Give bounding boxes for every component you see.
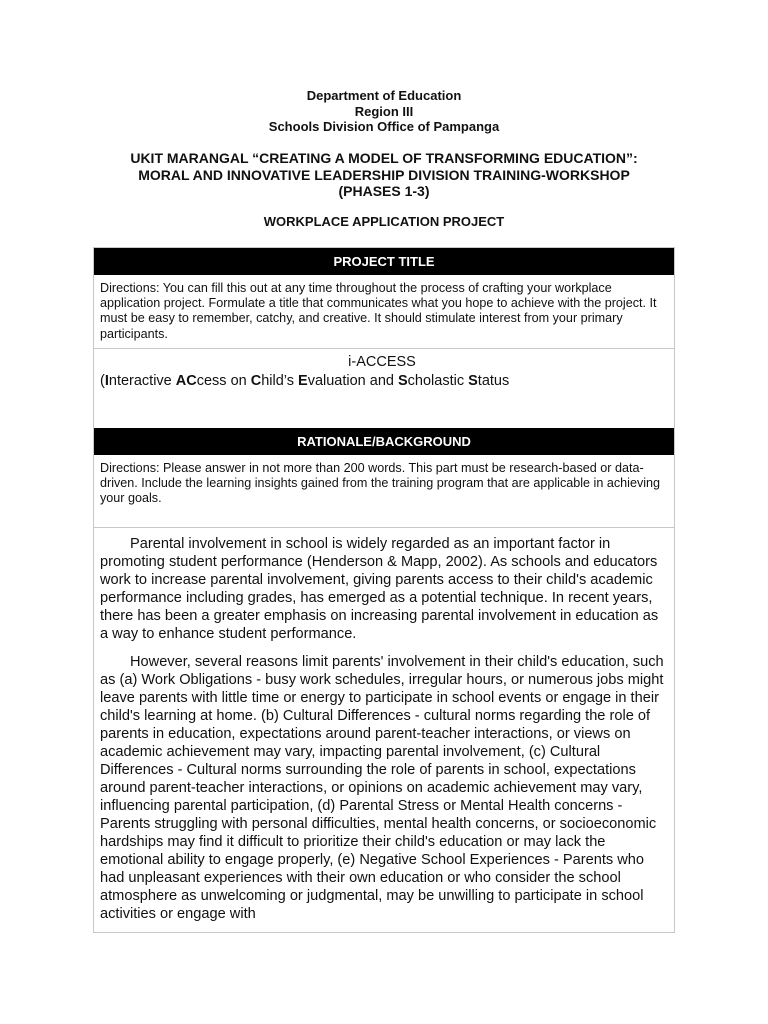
directions-label: Directions: [100, 281, 160, 295]
project-title-header: PROJECT TITLE [94, 248, 674, 275]
acronym-letter: E [298, 372, 308, 389]
department-name: Department of Education [306, 88, 462, 103]
directions-text: Please answer in not more than 200 words. This part must be research-based or data-driven. Include the learning insights gained from the training program that are applicable in achieving your goals. [100, 460, 661, 506]
directions-label: Directions: [100, 460, 160, 475]
rationale-paragraph-1: Parental involvement in school is widely regarded as an important factor in promoting student performance (Henderson & Mapp, 2002). As schools and educators work to increase parental involvement, giving parents access to their child's academic performance including grades, has emerged as a potential technique. In recent years, there has been a greater emphasis on increasing parental involvement in education as a way to enhance student performance. [100, 536, 659, 643]
acronym-part: valuation and [307, 372, 398, 389]
rationale-body [94, 528, 674, 923]
project-form-table [93, 247, 675, 933]
document-title: WORKPLACE APPLICATION PROJECT [263, 214, 505, 229]
training-title-line-3: (PHASES 1-3) [338, 183, 430, 199]
acronym-letter: C [250, 372, 262, 389]
project-name: i-ACCESS [348, 353, 416, 370]
training-title [60, 150, 708, 200]
training-title-line-1: UKIT MARANGAL “CREATING A MODEL OF TRANSFORMING EDUCATION”: [130, 150, 638, 166]
acronym-part: cholastic [407, 372, 469, 389]
rationale-directions [94, 455, 674, 529]
division-office-name: Schools Division Office of Pampanga [268, 119, 500, 134]
acronym-part: ( [100, 372, 105, 389]
document-header [0, 88, 768, 135]
rationale-paragraph-2: However, several reasons limit parents' involvement in their child's education, such as (a) Work Obligations - busy work schedules, irregular hours, or numerous jobs might leave parents with little time or energy to participate in school events or engage in their child's learning at home. (b) Cultural Differences - cultural norms regarding the role of parents in education, expectations around parent-teacher interactions, or views on academic achievement may vary, impacting parental involvement, (c) Cultural Differences - Cultural norms surrounding the role of parents in school, expectations around parent-teacher interactions, or opinions on academic achievement may vary, influencing parental participation, (d) Parental Stress or Mental Health concerns - Parents struggling with personal difficulties, mental health concerns, or socioeconomic hardships may find it difficult to prioritize their child's education or may lack the emotional ability to engage properly, (e) Negative School Experiences - Parents who had unpleasant experiences with their own education or who consider the school atmosphere as unwelcoming or judgmental, may be unwilling to participate in school activities or engage with [100, 654, 664, 923]
acronym-part: nteractive [108, 372, 176, 389]
project-full-name [100, 373, 664, 390]
rationale-header: RATIONALE/BACKGROUND [94, 428, 674, 455]
directions-text: You can fill this out at any time throughout the process of crafting your workplace application project. Formulate a title that communicates what you hope to achieve with the project. It must be easy to remember, catchy, and creative. It should stimulate interest from your primary participants. [100, 281, 657, 341]
acronym-letter: S [468, 372, 478, 389]
acronym-part: tatus [477, 372, 510, 389]
project-title-directions [94, 275, 674, 349]
acronym-letter: I [104, 372, 109, 389]
region-name: Region III [354, 103, 414, 119]
acronym-letter: AC [175, 372, 197, 389]
acronym-part: hild’s [261, 372, 299, 389]
training-title-line-2: MORAL AND INNOVATIVE LEADERSHIP DIVISION TRAINING-WORKSHOP [138, 166, 630, 183]
project-title-cell [94, 349, 674, 428]
acronym-letter: S [398, 372, 408, 389]
acronym-part: cess on [196, 372, 251, 389]
